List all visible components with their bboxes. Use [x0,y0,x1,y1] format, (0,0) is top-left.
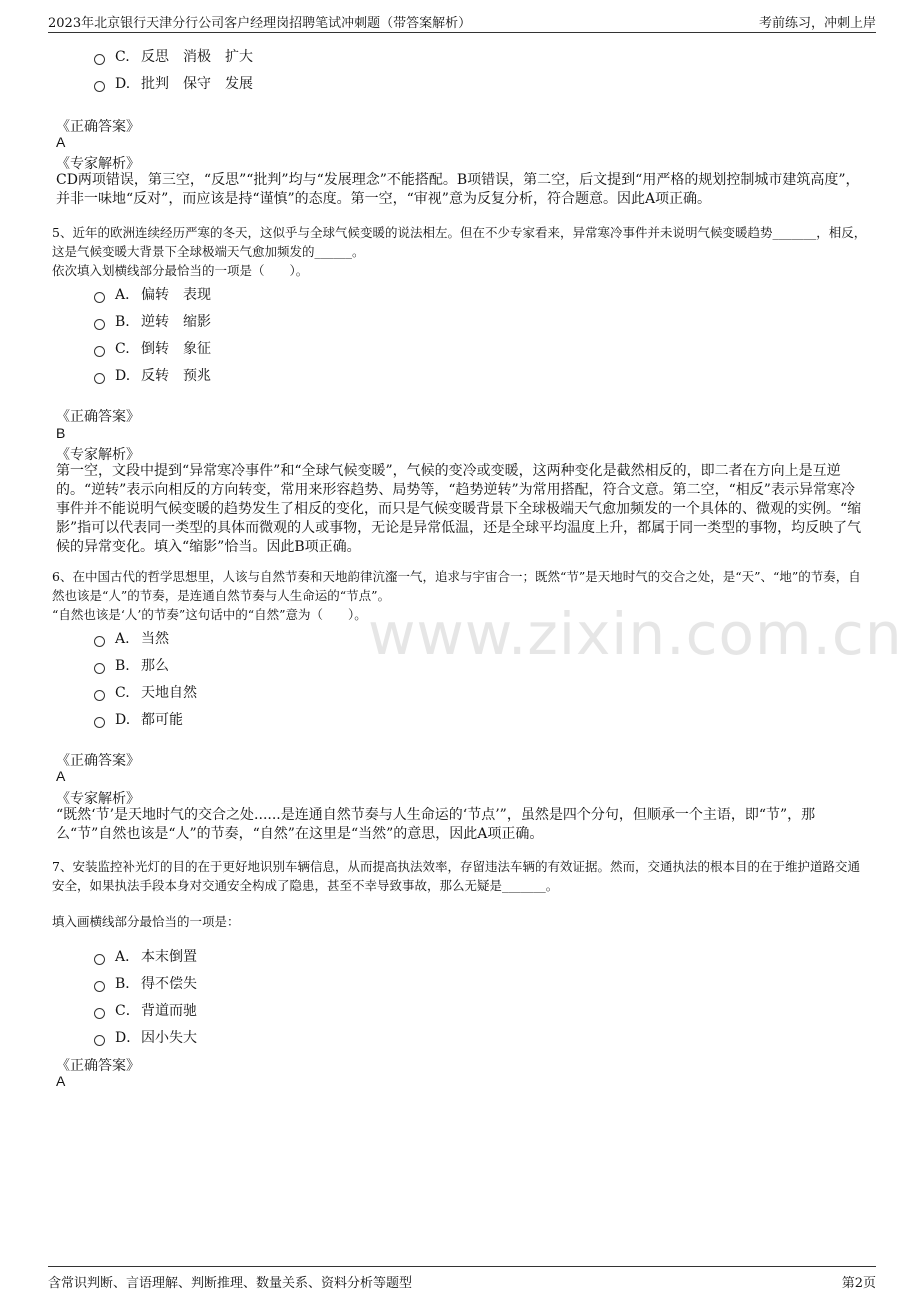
answer-value: B [56,425,66,441]
option-a[interactable]: A. 当然 [94,628,183,648]
analysis-text: “既然‘节’是天地时气的交合之处......是连通自然节奏与人生命运的‘节点’”，虽然是四个分句，但顺承一个主语，即“节”，那么“节”自然也该是“人”的节奏，“自然”在这里是“当然”的意思，因此A项正确。 [56,807,816,842]
option-d[interactable]: D. 批判 保守 发展 [94,73,267,93]
radio-icon[interactable] [94,346,105,357]
radio-icon[interactable] [94,690,105,701]
radio-icon[interactable] [94,1008,105,1019]
analysis-text: 第一空，文段中提到“异常寒冷事件”和“全球气候变暖”，气候的变冷或变暖，这两种变化是截然相反的，即二者在方向上是互逆的。“逆转”表示向相反的方向转变，常用来形容趋势、局势等，“趋势逆转”为常用搭配，符合文意。第二空，“相反”表示异常寒冷事件并不能说明气候变暖的趋势发生了相反的变化，而只是气候变暖背景下全球极端天气愈加频发的一个具体的、微观的实例。“缩影”指可以代表同一类型的具体而微观的人或事物，无论是异常低温，还是全球平均温度上升，都属于同一类型的事物，均反映了气候的异常变化。填入“缩影”恰当。因此B项正确。 [56,463,862,555]
option-a[interactable]: A． 本末倒置 [94,946,211,966]
answer-value: A [56,134,66,150]
option-b[interactable]: B． 得不偿失 [94,973,211,993]
answer-value: A [56,768,66,784]
question-stem: 5、近年的欧洲连续经历严寒的冬天，这似乎与全球气候变暖的说法相左。但在不少专家看来，异常寒冷事件并未说明气候变暖趋势_______，相反，这是气候变暖大背景下全球极端天气愈加频发的______。 [52,225,867,259]
radio-icon[interactable] [94,636,105,647]
page-header [48,10,876,33]
option-b[interactable]: B. 逆转 缩影 [94,311,225,331]
header-slogan: 考前练习，冲刺上岸 [758,16,876,31]
option-d[interactable]: D. 都可能 [94,709,197,729]
option-a[interactable]: A． 偏转 表现 [94,284,225,304]
analysis-label: 《专家解析》 [56,447,140,463]
radio-icon[interactable] [94,981,105,992]
option-c[interactable]: C. 反思 消极 扩大 [94,46,267,66]
answer-label: 《正确答案》 [56,119,140,135]
question-prompt: 填入画横线部分最恰当的一项是： [52,914,240,929]
radio-icon[interactable] [94,319,105,330]
radio-icon[interactable] [94,81,105,92]
page-number: 第2页 [841,1276,876,1291]
radio-icon[interactable] [94,717,105,728]
radio-icon[interactable] [94,54,105,65]
question-stem: 7、安装监控补光灯的目的在于更好地识别车辆信息，从而提高执法效率，存留违法车辆的有效证据。然而，交通执法的根本目的在于维护道路交通安全，如果执法手段本身对交通安全构成了隐患，甚至不幸导致事故，那么无疑是_______。 [52,859,860,893]
option-c[interactable]: C. 倒转 象征 [94,338,225,358]
page-footer [48,1266,876,1293]
radio-icon[interactable] [94,663,105,674]
radio-icon[interactable] [94,954,105,965]
analysis-label: 《专家解析》 [56,156,140,172]
radio-icon[interactable] [94,373,105,384]
question-stem: 6、在中国古代的哲学思想里，人该与自然节奏和天地韵律沆瀣一气，追求与宇宙合一；既然“节”是天地时气的交合之处，是“天”、“地”的节奏，自然也该是“人”的节奏，是连通自然节奏与人生命运的“节点”。 [52,569,861,603]
option-d[interactable]: D. 反转 预兆 [94,365,225,385]
radio-icon[interactable] [94,292,105,303]
answer-label: 《正确答案》 [56,409,140,425]
option-d[interactable]: D．因小失大 [94,1027,211,1047]
answer-label: 《正确答案》 [56,1058,140,1074]
answer-value: A [56,1073,66,1089]
watermark: www.zixin.com.cn [368,600,903,668]
footer-categories: 含常识判断、言语理解、判断推理、数量关系、资料分析等题型 [48,1276,413,1291]
radio-icon[interactable] [94,1035,105,1046]
answer-label: 《正确答案》 [56,753,140,769]
question-prompt: “自然也该是‘人’的节奏”这句话中的“自然”意为（ ）。 [52,607,367,622]
question-prompt: 依次填入划横线部分最恰当的一项是（ ）。 [52,263,309,278]
document-title: 2023年北京银行天津分行公司客户经理岗招聘笔试冲刺题（带答案解析） [48,16,472,31]
option-c[interactable]: C．背道而驰 [94,1000,211,1020]
analysis-label: 《专家解析》 [56,791,140,807]
option-b[interactable]: B. 那么 [94,655,183,675]
option-c[interactable]: C. 天地自然 [94,682,211,702]
analysis-text: CD两项错误，第三空，“反思”“批判”均与“发展理念”不能搭配。B项错误，第二空，后文提到“用严格的规划控制城市建筑高度”，并非一味地“反对”，而应该是持“谨慎”的态度。第一空，“审视”意为反复分析，符合题意。因此A项正确。 [56,172,860,207]
